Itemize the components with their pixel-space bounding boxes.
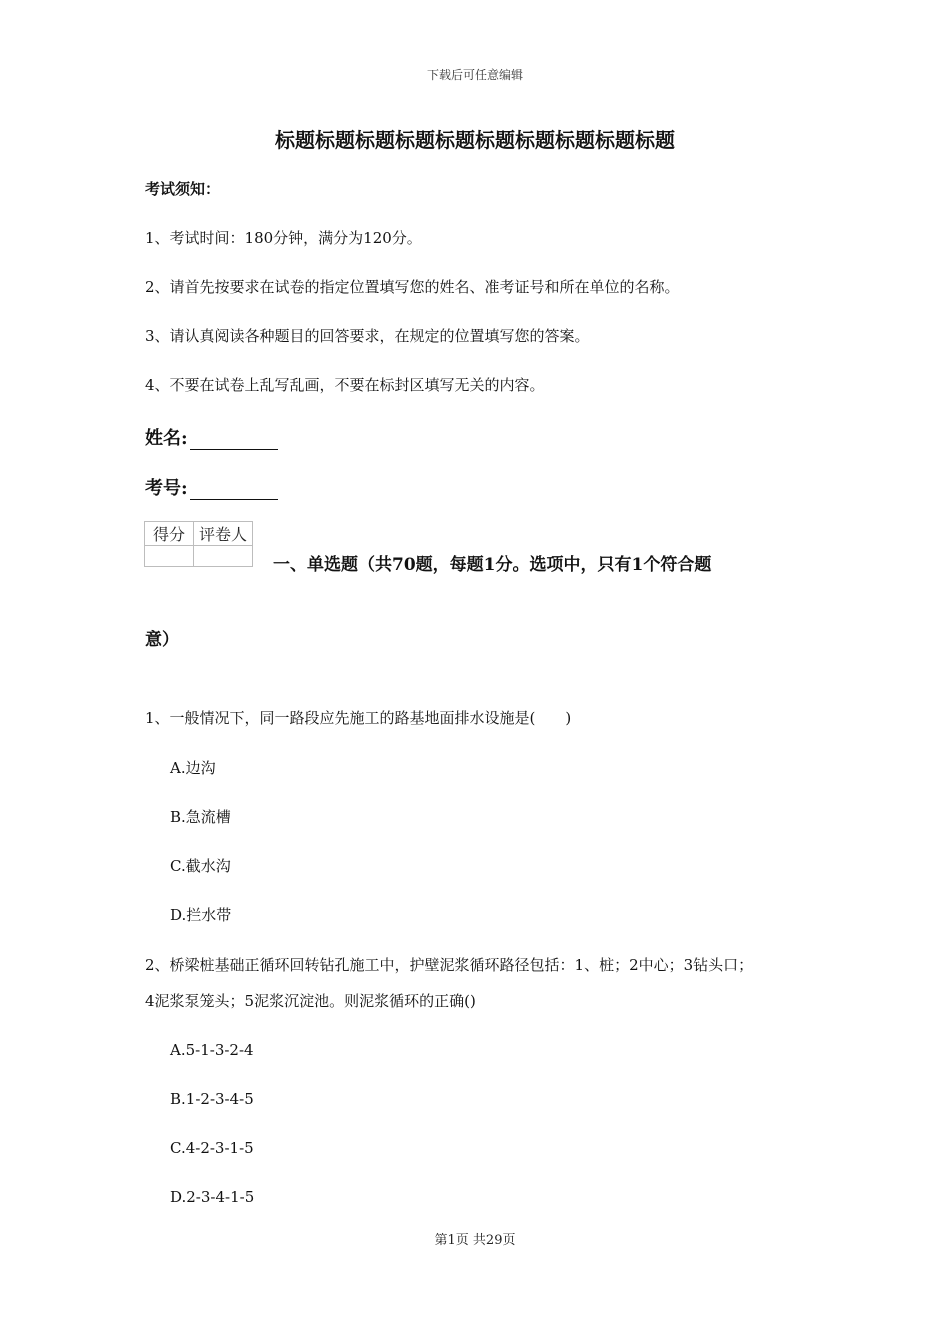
name-blank[interactable] xyxy=(190,431,278,450)
notice-item: 2、请首先按要求在试卷的指定位置填写您的姓名、准考证号和所在单位的名称。 xyxy=(145,278,680,296)
score-header: 得分 xyxy=(145,522,194,546)
question-stem-continued: 4泥浆泵笼头；5泥浆沉淀池。则泥浆循环的正确() xyxy=(145,992,476,1010)
id-label: 考号: xyxy=(145,478,188,499)
id-field xyxy=(145,474,278,500)
page-footer: 第1页 共29页 xyxy=(434,1233,516,1248)
question-option: B.急流槽 xyxy=(170,808,231,826)
question-option: D.2-3-4-1-5 xyxy=(170,1188,255,1206)
header-note: 下载后可任意编辑 xyxy=(426,68,523,82)
question-option: C.4-2-3-1-5 xyxy=(170,1139,254,1157)
section-title: 一、单选题（共70题，每题1分。选项中，只有1个符合题 xyxy=(273,555,712,575)
section-title-continued: 意） xyxy=(145,630,179,650)
question-option: C.截水沟 xyxy=(170,857,231,875)
name-field xyxy=(145,424,278,450)
question-option: D.拦水带 xyxy=(170,906,232,924)
question-option: A.边沟 xyxy=(170,759,216,777)
grader-cell[interactable] xyxy=(194,546,253,567)
grader-header: 评卷人 xyxy=(194,522,253,546)
question-option: B.1-2-3-4-5 xyxy=(170,1090,254,1108)
score-table xyxy=(144,521,253,567)
notice-heading: 考试须知： xyxy=(145,180,221,198)
question-option: A.5-1-3-2-4 xyxy=(170,1041,254,1059)
document-title: 标题标题标题标题标题标题标题标题标题标题 xyxy=(275,128,675,152)
question-stem: 1、一般情况下，同一路段应先施工的路基地面排水设施是( ) xyxy=(145,709,572,727)
notice-item: 3、请认真阅读各种题目的回答要求，在规定的位置填写您的答案。 xyxy=(145,327,590,345)
score-cell[interactable] xyxy=(145,546,194,567)
question-stem: 2、桥梁桩基础正循环回转钻孔施工中，护壁泥浆循环路径包括：1、桩；2中心；3钻头口； xyxy=(145,956,754,974)
id-blank[interactable] xyxy=(190,481,278,500)
notice-item: 1、考试时间：180分钟，满分为120分。 xyxy=(145,229,422,247)
notice-item: 4、不要在试卷上乱写乱画，不要在标封区填写无关的内容。 xyxy=(145,376,545,394)
name-label: 姓名: xyxy=(145,428,188,449)
